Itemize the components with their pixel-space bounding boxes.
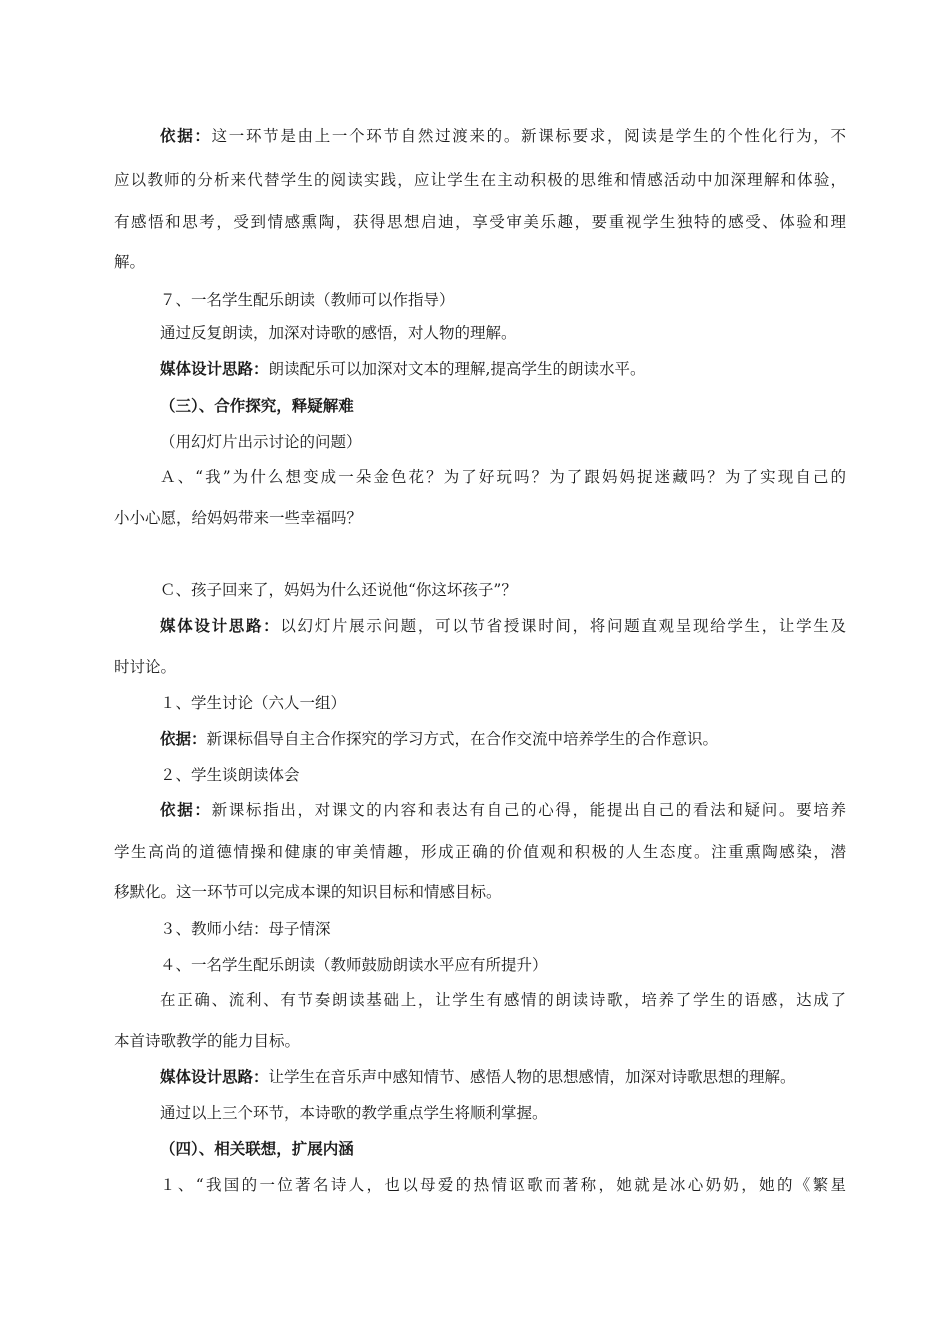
media-note: 媒体设计思路：以幻灯片展示问题，可以节省授课时间，将问题直观呈现给学生，让学生及 (160, 616, 846, 635)
basis-label: 依据： (160, 126, 212, 145)
media-note: 媒体设计思路：朗读配乐可以加深对文本的理解,提高学生的朗读水平。 (160, 359, 646, 378)
question-a-cont: 小小心愿，给妈妈带来一些幸福吗？ (114, 509, 363, 527)
basis-paragraph-line: 解。 (114, 253, 146, 271)
media-note-cont: 时讨论。 (114, 658, 177, 676)
step-item: １、“我国的一位著名诗人，也以母爱的热情讴歌而著称，她就是冰心奶奶，她的《繁星 (160, 1176, 846, 1194)
media-label: 媒体设计思路： (160, 616, 281, 635)
basis-paragraph-line: 应以教师的分析来代替学生的阅读实践，应让学生在主动积极的思维和情感活动中加深理解和体验， (114, 171, 846, 189)
step-item: ３、教师小结：母子情深 (160, 920, 331, 938)
body-paragraph: 通过反复朗读，加深对诗歌的感悟，对人物的理解。 (160, 324, 517, 342)
basis-paragraph-line: 依据：新课标指出，对课文的内容和表达有自己的心得，能提出自己的看法和疑问。要培养 (160, 800, 846, 819)
body-paragraph: 通过以上三个环节，本诗歌的教学重点学生将顺利掌握。 (160, 1104, 548, 1122)
basis-paragraph-line: 依据：这一环节是由上一个环节自然过渡来的。新课标要求，阅读是学生的个性化行为，不 (160, 126, 846, 145)
step-item: ７、一名学生配乐朗读（教师可以作指导） (160, 291, 455, 309)
media-note: 媒体设计思路：让学生在音乐声中感知情节、感悟人物的思想感情，加深对诗歌思想的理解。 (160, 1067, 796, 1086)
slide-note: （用幻灯片出示讨论的问题） (160, 433, 362, 451)
basis-label: 依据： (160, 729, 207, 748)
question-c: Ｃ、孩子回来了，妈妈为什么还说他“你这坏孩子”？ (160, 581, 517, 599)
step-item: ４、一名学生配乐朗读（教师鼓励朗读水平应有所提升） (160, 956, 548, 974)
section-heading: （四）、相关联想，扩展内涵 (160, 1139, 354, 1158)
media-label: 媒体设计思路： (160, 359, 269, 378)
section-heading: （三）、合作探究，释疑解难 (160, 396, 354, 415)
basis-paragraph-line: 移默化。这一环节可以完成本课的知识目标和情感目标。 (114, 883, 502, 901)
step-item: １、学生讨论（六人一组） (160, 694, 347, 712)
media-label: 媒体设计思路： (160, 1067, 269, 1086)
basis-label: 依据： (160, 800, 212, 819)
question-a: Ａ、“我”为什么想变成一朵金色花？为了好玩吗？为了跟妈妈捉迷藏吗？为了实现自己的 (160, 468, 846, 486)
basis-note: 依据：新课标倡导自主合作探究的学习方式，在合作交流中培养学生的合作意识。 (160, 729, 719, 748)
basis-paragraph-line: 学生高尚的道德情操和健康的审美情趣，形成正确的价值观和积极的人生态度。注重熏陶感染，潜 (114, 843, 846, 861)
body-paragraph-cont: 本首诗歌教学的能力目标。 (114, 1032, 301, 1050)
basis-paragraph-line: 有感悟和思考，受到情感熏陶，获得思想启迪，享受审美乐趣，要重视学生独特的感受、体验和理 (114, 213, 846, 231)
step-item: ２、学生谈朗读体会 (160, 766, 300, 784)
body-paragraph: 在正确、流利、有节奏朗读基础上，让学生有感情的朗读诗歌，培养了学生的语感，达成了 (160, 991, 846, 1009)
